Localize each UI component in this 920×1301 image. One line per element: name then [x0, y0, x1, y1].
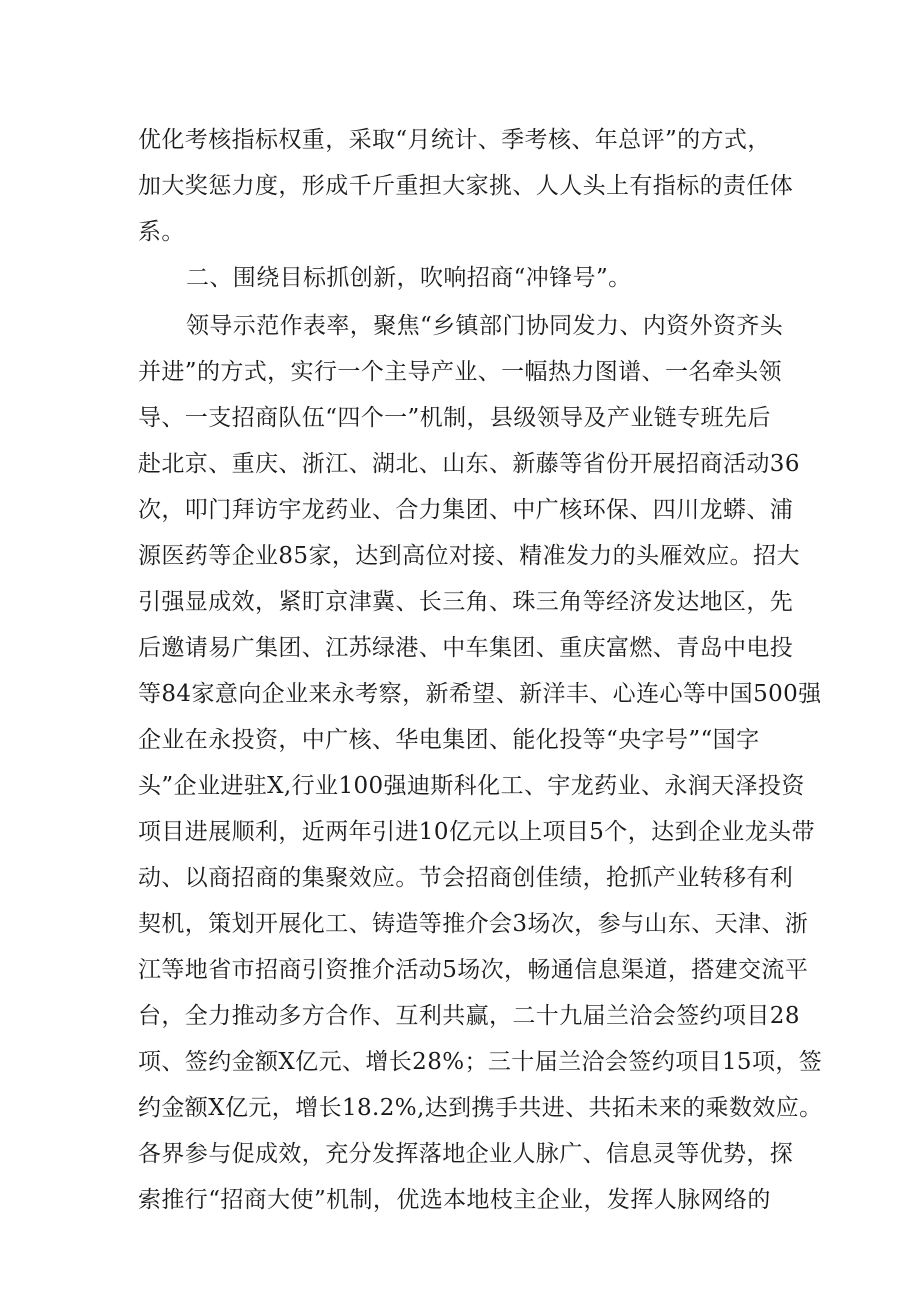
- body-line-8: 后邀请易广集团、江苏绿港、中车集团、重庆富燃、青岛中电投: [138, 635, 794, 661]
- body-line-10: 企业在永投资，中广核、华电集团、能化投等“央字号”“国字: [138, 727, 760, 753]
- body-line-14: 契机，策划开展化工、铸造等推介会3场次，参与山东、天津、浙: [138, 911, 809, 937]
- body-line-2: 并进”的方式，实行一个主导产业、一幅热力图谱、一名牵头领: [138, 359, 782, 385]
- body-line-13: 动、以商招商的集聚效应。节会招商创佳绩，抢抓产业转移有利: [138, 865, 794, 891]
- body-line-6: 源医药等企业85家，达到高位对接、精准发力的头雁效应。招大: [138, 543, 800, 569]
- body-line-5: 次，叩门拜访宇龙药业、合力集团、中广核环保、四川龙蟒、浦: [138, 497, 794, 523]
- body-line-20: 索推行“招商大使”机制，优选本地枝主企业，发挥人脉网络的: [138, 1187, 771, 1213]
- intro-line-1: 优化考核指标权重，采取“月统计、季考核、年总评”的方式，: [138, 127, 771, 153]
- body-line-1: 领导示范作表率，聚焦“乡镇部门协同发力、内资外资齐头: [186, 313, 784, 339]
- body-line-11: 头”企业进驻X,行业100强迪斯科化工、宇龙药业、永润天泽投资: [138, 773, 805, 799]
- body-line-15: 江等地省市招商引资推介活动5场次，畅通信息渠道，搭建交流平: [138, 957, 809, 983]
- section-heading: 二、围绕目标抓创新，吹响招商“冲锋号”。: [186, 265, 632, 291]
- intro-line-2: 加大奖惩力度，形成千斤重担大家挑、人人头上有指标的责任体: [138, 173, 794, 199]
- body-line-18: 约金额X亿元，增长18.2%,达到携手共进、共拓未来的乘数效应。: [138, 1095, 823, 1121]
- intro-line-3: 系。: [138, 219, 185, 245]
- body-line-16: 台，全力推动多方合作、互利共赢，二十九届兰洽会签约项目28: [138, 1003, 800, 1029]
- body-line-3: 导、一支招商队伍“四个一”机制，县级领导及产业链专班先后: [138, 405, 771, 431]
- body-line-17: 项、签约金额X亿元、增长28%；三十届兰洽会签约项目15项，签: [138, 1049, 823, 1075]
- body-line-7: 引强显成效，紧盯京津冀、长三角、珠三角等经济发达地区，先: [138, 589, 794, 615]
- body-line-19: 各界参与促成效，充分发挥落地企业人脉广、信息灵等优势，探: [138, 1141, 794, 1167]
- body-line-9: 等84家意向企业来永考察，新希望、新洋丰、心连心等中国500强: [138, 681, 822, 707]
- body-line-4: 赴北京、重庆、浙江、湖北、山东、新藤等省份开展招商活动36: [138, 451, 800, 477]
- body-line-12: 项目进展顺利，近两年引进10亿元以上项目5个，达到企业龙头带: [138, 819, 815, 845]
